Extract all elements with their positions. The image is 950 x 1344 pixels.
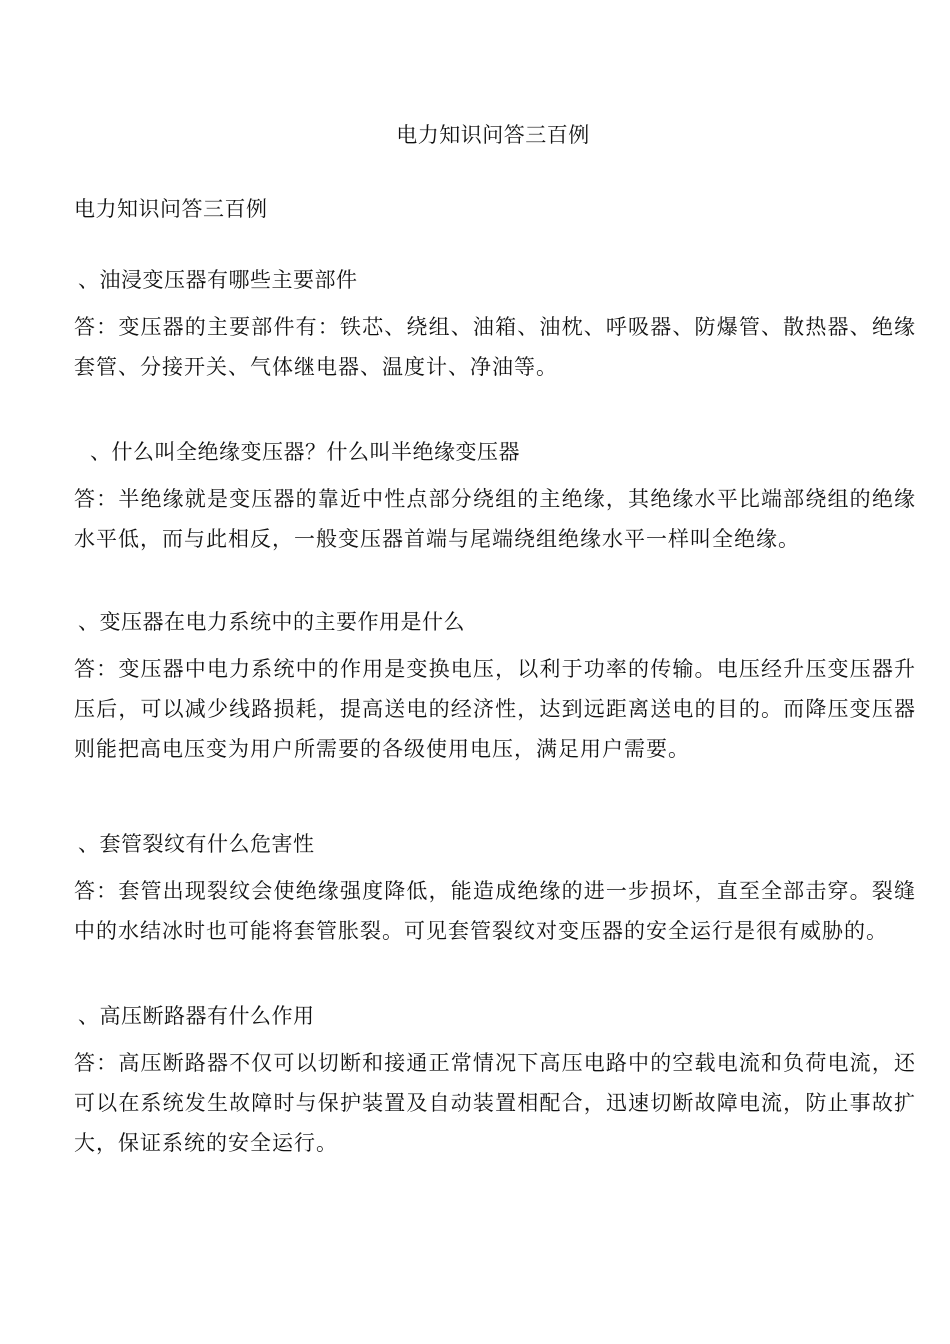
qa-item <box>74 607 916 769</box>
question-text: 、油浸变压器有哪些主要部件 <box>78 268 358 292</box>
qa-item <box>74 829 916 951</box>
page-title: 电力知识问答三百例 <box>396 123 590 147</box>
qa-item <box>74 1001 916 1163</box>
answer-text: 答：套管出现裂纹会使绝缘强度降低，能造成绝缘的进一步损坏，直至全部击穿。裂缝中的水结冰时也可能将套管胀裂。可见套管裂纹对变压器的安全运行是很有威胁的。 <box>74 879 916 943</box>
question-text: 、变压器在电力系统中的主要作用是什么 <box>78 610 465 634</box>
qa-item <box>74 265 916 387</box>
qa-item <box>74 437 916 559</box>
answer-text: 答：变压器的主要部件有：铁芯、绕组、油箱、油枕、呼吸器、防爆管、散热器、绝缘套管、分接开关、气体继电器、温度计、净油等。 <box>74 315 916 379</box>
answer-text: 答：变压器中电力系统中的作用是变换电压，以利于功率的传输。电压经升压变压器升压后，可以减少线路损耗，提高送电的经济性，达到远距离送电的目的。而降压变压器则能把高电压变为用户所需要的各级使用电压，满足用户需要。 <box>74 657 916 761</box>
answer-text: 答：高压断路器不仅可以切断和接通正常情况下高压电路中的空载电流和负荷电流，还可以在系统发生故障时与保护装置及自动装置相配合，迅速切断故障电流，防止事故扩大，保证系统的安全运行。 <box>74 1051 916 1155</box>
document-subtitle: 电力知识问答三百例 <box>74 197 268 221</box>
question-text: 、什么叫全绝缘变压器？什么叫半绝缘变压器 <box>90 440 520 464</box>
question-text: 、套管裂纹有什么危害性 <box>78 832 315 856</box>
question-text: 、高压断路器有什么作用 <box>78 1004 315 1028</box>
answer-text: 答：半绝缘就是变压器的靠近中性点部分绕组的主绝缘，其绝缘水平比端部绕组的绝缘水平低，而与此相反，一般变压器首端与尾端绕组绝缘水平一样叫全绝缘。 <box>74 487 916 551</box>
